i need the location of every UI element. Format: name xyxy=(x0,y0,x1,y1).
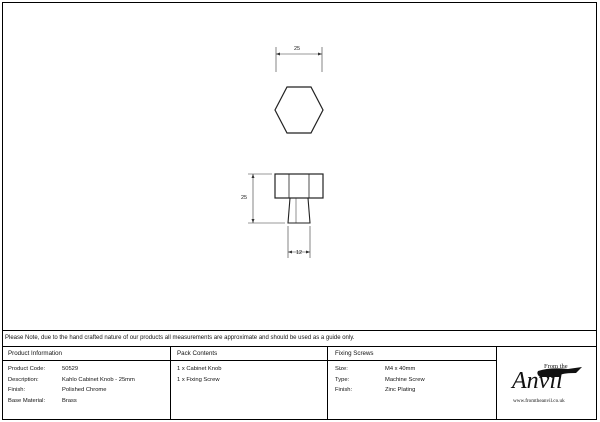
screw-type-label: Type: xyxy=(335,377,350,383)
screw-size-label: Size: xyxy=(335,366,348,372)
header-rule xyxy=(2,360,496,361)
base-material-label: Base Material: xyxy=(8,398,46,404)
description-label: Description: xyxy=(8,377,39,383)
column-divider-2 xyxy=(327,346,328,420)
base-material-value: Brass xyxy=(62,398,77,404)
product-information-heading: Product Information xyxy=(8,350,62,357)
screw-size-value: M4 x 40mm xyxy=(385,366,416,372)
screw-finish-value: Zinc Plating xyxy=(385,387,416,393)
pack-item-knob: 1 x Cabinet Knob xyxy=(177,366,222,372)
description-value: Kahlo Cabinet Knob - 25mm xyxy=(62,377,135,383)
pack-contents-heading: Pack Contents xyxy=(177,350,218,357)
knob-side-view xyxy=(275,174,323,223)
logo-brand: Anvil xyxy=(512,368,563,394)
note-top-rule xyxy=(2,330,597,331)
table-top-rule xyxy=(2,346,597,347)
pack-item-screw: 1 x Fixing Screw xyxy=(177,377,220,383)
finish-label: Finish: xyxy=(8,387,26,393)
screw-type-value: Machine Screw xyxy=(385,377,425,383)
logo-from-the: From the xyxy=(544,363,568,370)
base-width-label: 12 xyxy=(296,250,303,256)
screw-finish-label: Finish: xyxy=(335,387,353,393)
side-height-label: 25 xyxy=(241,195,248,201)
column-divider-3 xyxy=(496,346,497,420)
column-divider-1 xyxy=(170,346,171,420)
hexagon-top-view xyxy=(275,87,323,133)
product-code-label: Product Code: xyxy=(8,366,46,372)
disclaimer-note: Please Note, due to the hand crafted nature of our products all measurements are approximate and should be used as a guide only. xyxy=(5,335,355,341)
finish-value: Polished Chrome xyxy=(62,387,107,393)
logo-url: www.fromtheanvil.co.uk xyxy=(513,398,565,404)
top-width-label: 25 xyxy=(294,46,301,52)
product-code-value: 50529 xyxy=(62,366,79,372)
fixing-screws-heading: Fixing Screws xyxy=(335,350,374,357)
